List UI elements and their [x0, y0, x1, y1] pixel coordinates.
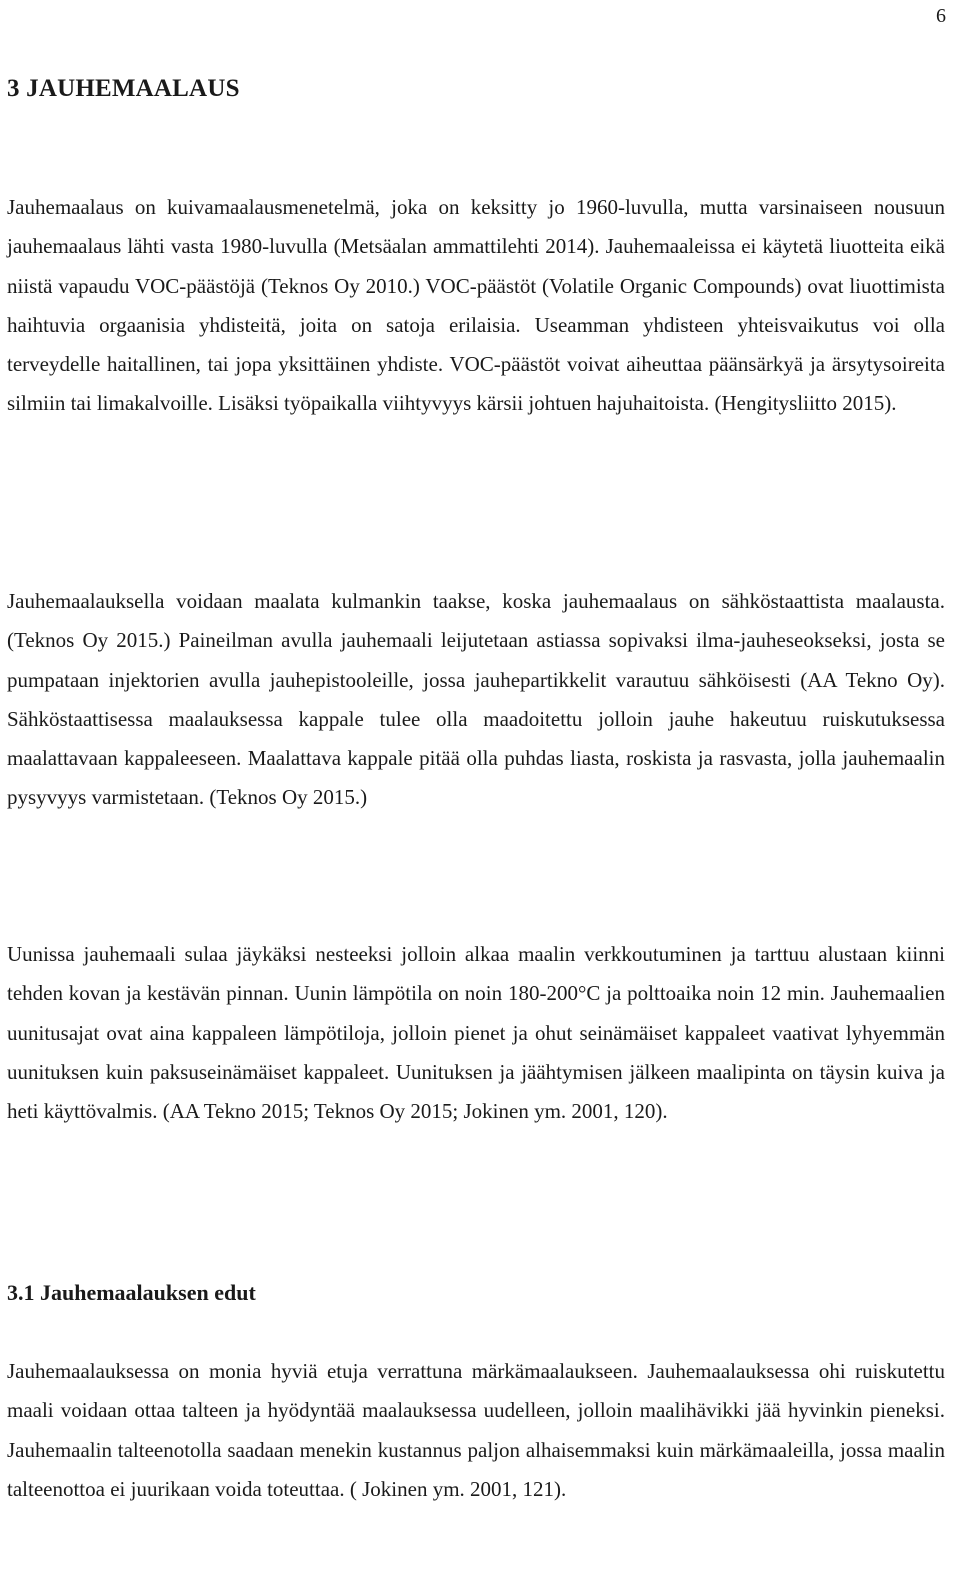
page-number: 6 — [936, 5, 946, 27]
paragraph-curing: Uunissa jauhemaali sulaa jäykäksi nesteeksi jolloin alkaa maalin verkkoutuminen ja tarttuu alustaan kiinni tehden kovan ja kestävän pinnan. Uunin lämpötila on noin 180-200°C ja polttoaika noin 12 min. Jauhemaalien uunitusajat ovat aina kappaleen lämpötiloja, jolloin pienet ja ohut seinämäiset kappaleet vaativat lyhyemmän uunituksen kuin paksuseinämäiset kappaleet. Uunituksen ja jäähtymisen jälkeen maalipinta on täysin kuiva ja heti käyttövalmis. (AA Tekno 2015; Teknos Oy 2015; Jokinen ym. 2001, 120). — [7, 942, 945, 1124]
section-heading: 3 JAUHEMAALAUS — [7, 75, 240, 102]
paragraph-intro: Jauhemaalaus on kuivamaalausmenetelmä, joka on keksitty jo 1960-luvulla, mutta varsinaiseen nousuun jauhemaalaus lähti vasta 1980-luvulla (Metsäalan ammattilehti 2014). Jauhemaaleissa ei käytetä liuotteita eikä niistä vapaudu VOC-päästöjä (Teknos Oy 2010.) VOC-päästöt (Volatile Organic Compounds) ovat liuottimista haihtuvia orgaanisia yhdisteitä, joita on satoja erilaisia. Useamman yhdisteen yhteisvaikutus voi olla terveydelle haitallinen, tai jopa yksittäinen yhdiste. VOC-päästöt voivat aiheuttaa päänsärkyä ja ärsytysoireita silmiin tai limakalvoille. Lisäksi työpaikalla viihtyvyys kärsii johtuen hajuhaitoista. (Hengitysliitto 2015). — [7, 195, 945, 416]
subsection-heading: 3.1 Jauhemaalauksen edut — [7, 1280, 256, 1305]
paragraph-advantages: Jauhemaalauksessa on monia hyviä etuja verrattuna märkämaalaukseen. Jauhemaalauksessa ohi ruiskutettu maali voidaan ottaa talteen ja hyödyntää maalauksessa uudelleen, jolloin maalihävikki jää hyvinkin pieneksi. Jauhemaalin talteenotolla saadaan menekin kustannus paljon alhaisemmaksi kuin märkämaaleilla, jossa maalin talteenottoa ei juurikaan voida toteuttaa. ( Jokinen ym. 2001, 121). — [7, 1359, 945, 1501]
paragraph-electrostatic: Jauhemaalauksella voidaan maalata kulmankin taakse, koska jauhemaalaus on sähköstaattista maalausta. (Teknos Oy 2015.) Paineilman avulla jauhemaali leijutetaan astiassa sopivaksi ilma-jauheseokseksi, josta se pumpataan injektorien avulla jauhepistooleille, jossa jauhepartikkelit varautuu sähköisesti (AA Tekno Oy). Sähköstaattisessa maalauksessa kappale tulee olla maadoitettu jolloin jauhe hakeutuu ruiskutuksessa maalattavaan kappaleeseen. Maalattava kappale pitää olla puhdas liasta, roskista ja rasvasta, jolla jauhemaalin pysyvyys varmistetaan. (Teknos Oy 2015.) — [7, 589, 945, 810]
